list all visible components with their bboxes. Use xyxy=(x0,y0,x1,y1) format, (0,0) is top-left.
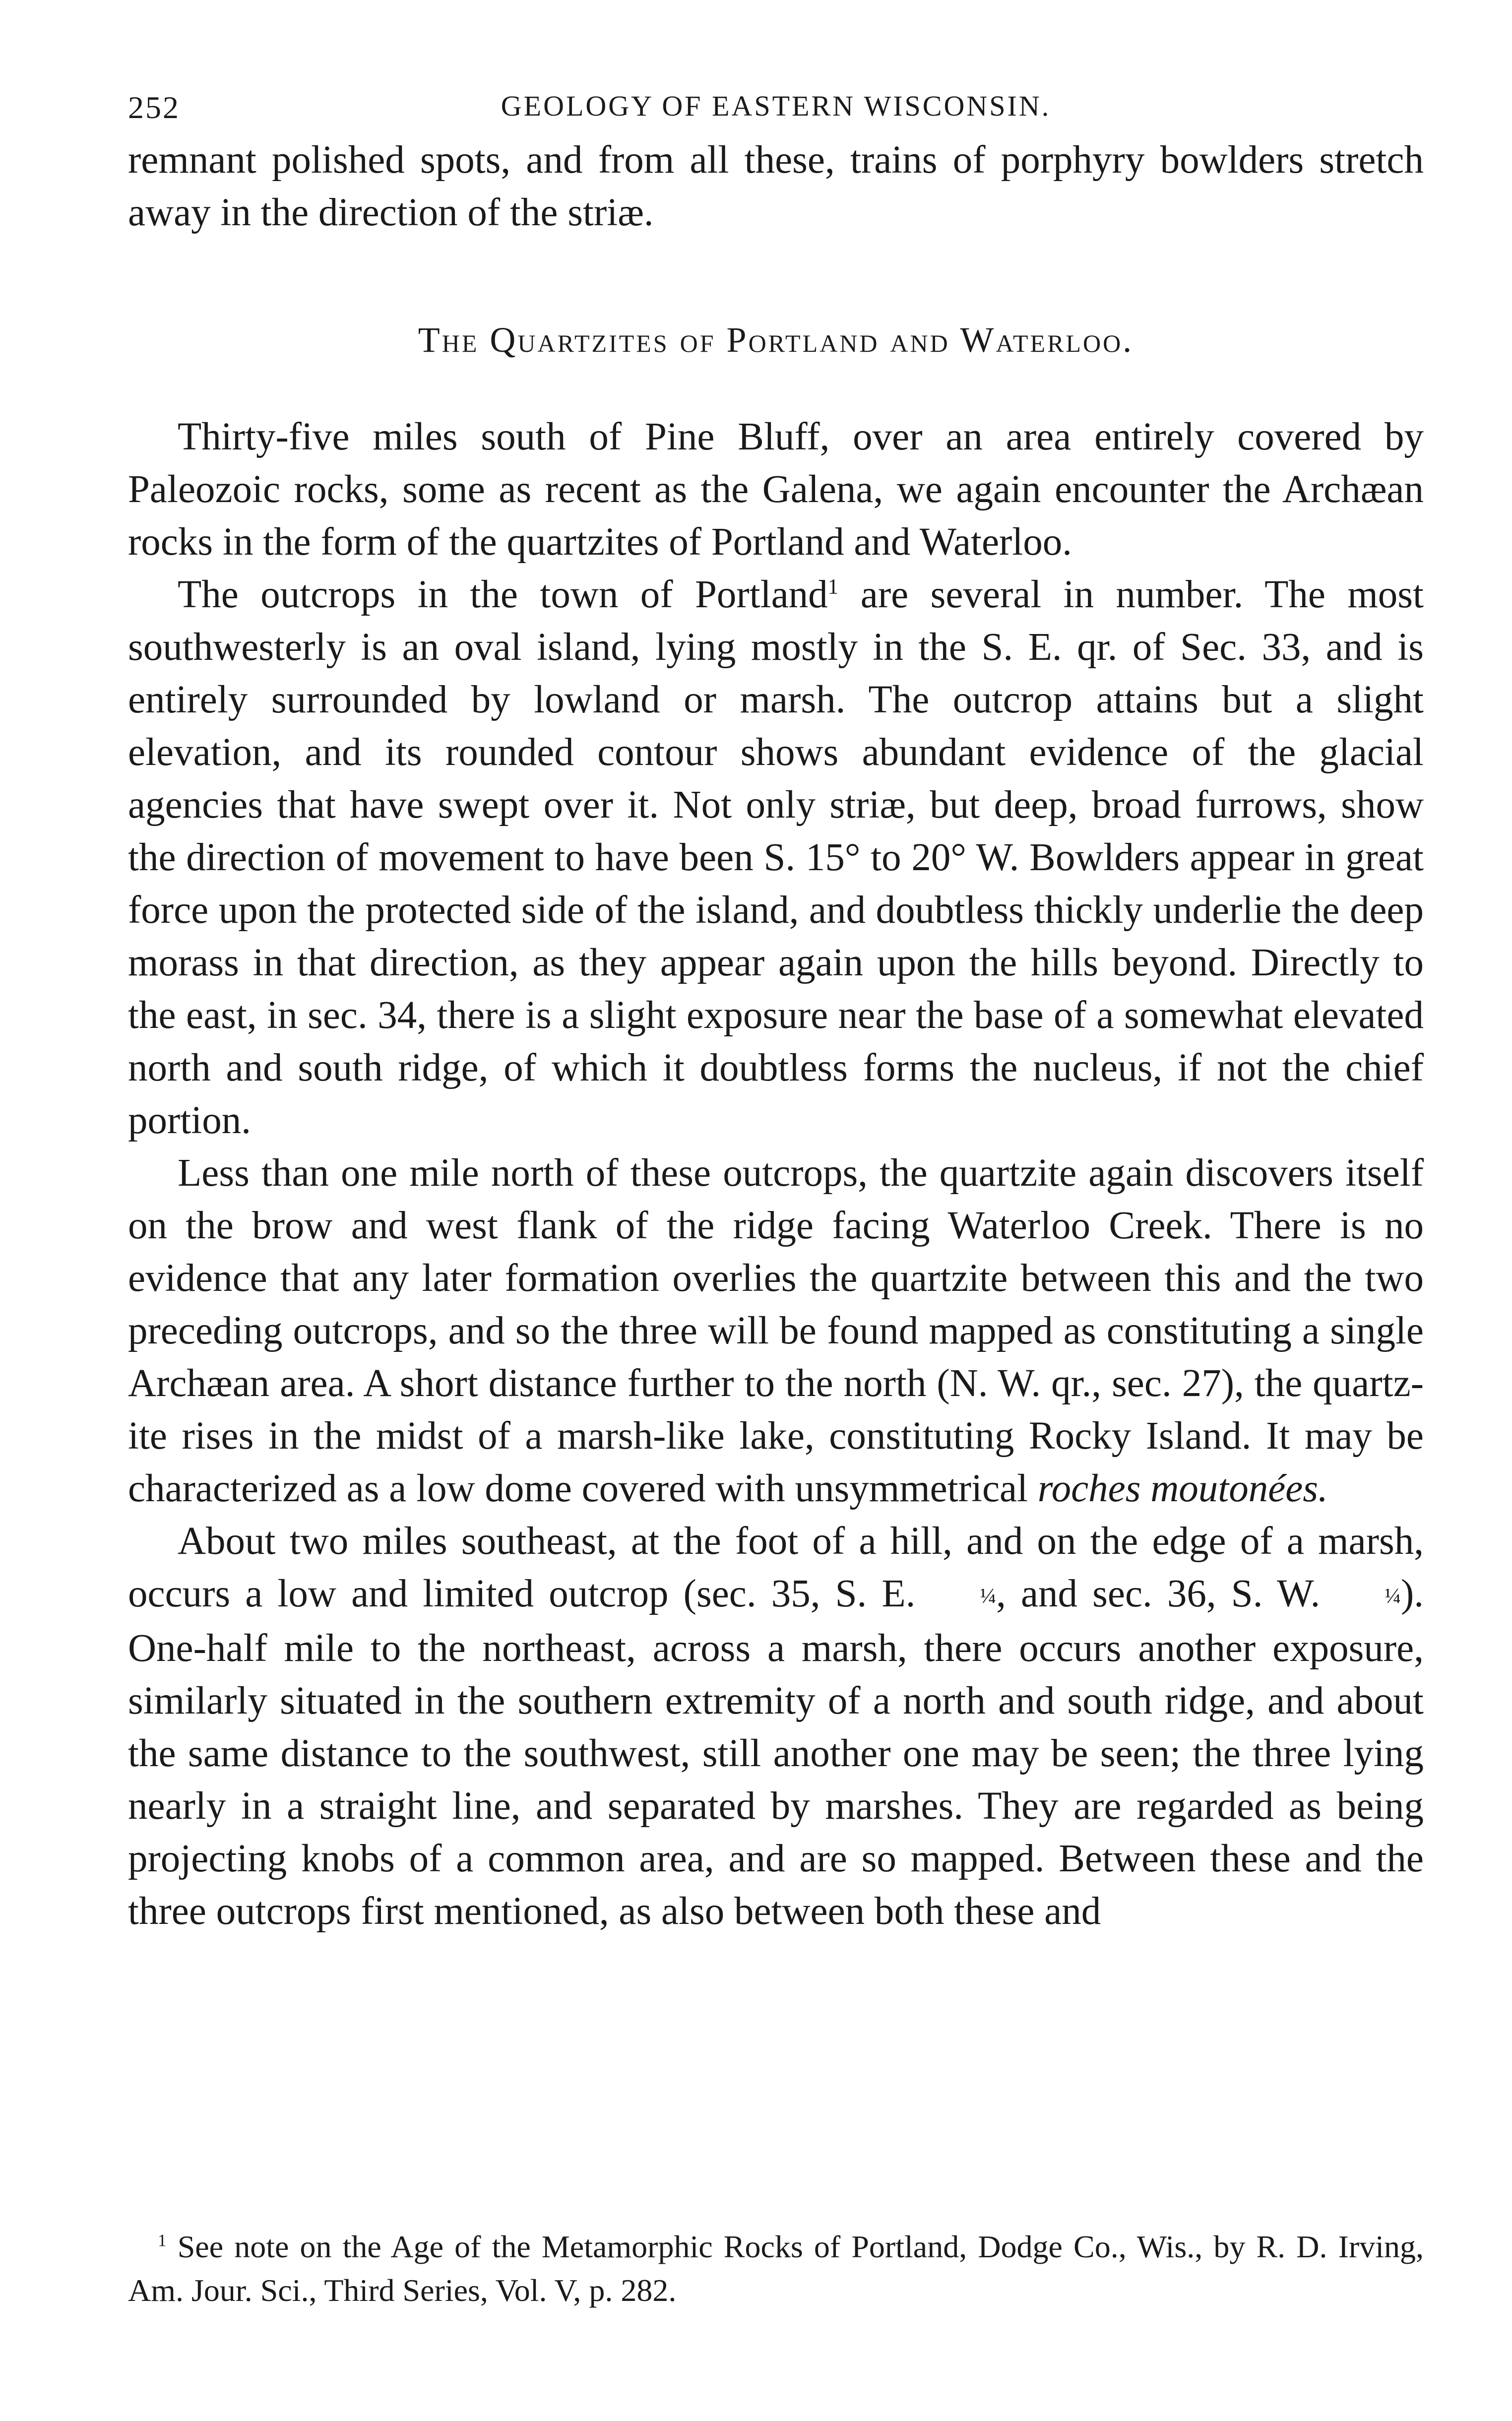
section-title: The Quartzites of Portland and Waterloo. xyxy=(418,320,1134,360)
footnote-text: See note on the Age of the Metamorphic Rocks of Portland, Dodge Co., Wis., by R. D. Irving, Am. Jour. Sci., Third Series, Vol. V, p. 282. xyxy=(128,2229,1424,2308)
running-head xyxy=(128,74,1424,134)
page xyxy=(128,74,1424,1938)
footnote-reference: 1 xyxy=(827,574,839,599)
paragraph-4 xyxy=(128,1515,1424,1938)
fraction-quarter-1: ¼ xyxy=(980,1584,997,1608)
footnote-mark: 1 xyxy=(158,2230,167,2250)
paragraph-2 xyxy=(128,569,1424,1147)
paragraph-4-text-c: ). One-half mile to the northeast, across a marsh, there occurs another exposure, similarly situated in the southern extremity of a north and south ridge, and about the same distance to the southwest, still another one may be seen; the three lying nearly in a straight line, and separated by marshes. They are regarded as being projecting knobs of a common area, and are so mapped. Between these and the three outcrops first mentioned, as also between both these and xyxy=(128,1572,1424,1933)
footnote-paragraph xyxy=(128,2225,1424,2312)
paragraph-3-italic: roches moutonées. xyxy=(1037,1467,1328,1510)
paragraph-2-text-b: are several in number. The most southwesterly is an oval island, lying mostly in the S. E. qr. of Sec. 33, and is entirely surrounded by lowland or marsh. The outcrop attains but a slight elevation, and its rounded contour shows abundant evidence of the glacial agencies that have swept over it. Not only striæ, but deep, broad furrows, show the direction of movement to have been S. 15° to 20° W. Bowlders appear in great force upon the protected side of the island, and doubtless thickly underlie the deep morass in that direction, as they appear again upon the hills beyond. Directly to the east, in sec. 34, there is a slight exposure near the base of a somewhat elevated north and south ridge, of which it doubtless forms the nucleus, if not the chief portion. xyxy=(128,573,1424,1142)
paragraph-4-text-a: About two miles southeast, at the foot of a hill, and on the edge of a marsh, occurs a low and limited outcrop (sec. 35, S. E. xyxy=(128,1520,1424,1615)
paragraph-3 xyxy=(128,1147,1424,1515)
paragraph-3-text: Less than one mile north of these outcrops, the quartzite again discovers itself on the brow and west flank of the ridge facing Waterloo Creek. There is no evidence that any later formation overlies the quartzite between this and the two preceding outcrops, and so the three will be found mapped as constituting a single Archæan area. A short distance further to the north (N. W. qr., sec. 27), the quartzite rises in the midst of a marsh-like lake, constituting Rocky Island. It may be characterized as a low dome covered with unsymmetrical xyxy=(128,1151,1424,1510)
footnote xyxy=(128,2225,1424,2312)
body-text xyxy=(128,134,1424,1938)
paragraph-4-text-b: , and sec. 36, S. W. xyxy=(996,1572,1335,1615)
running-title: GEOLOGY OF EASTERN WISCONSIN. xyxy=(501,90,1051,122)
fraction-quarter-2: ¼ xyxy=(1385,1584,1401,1608)
paragraph-1: Thirty-five miles south of Pine Bluff, over an area entirely covered by Paleozoic rocks, some as recent as the Galena, we again encounter the Archæan rocks in the form of the quartzites of Portland and Waterloo. xyxy=(128,415,1424,564)
page-number: 252 xyxy=(128,90,180,125)
paragraph-continued: remnant polished spots, and from all these, trains of porphyry bowlders stretch away in the direction of the striæ. xyxy=(128,138,1424,234)
paragraph-2-text-a: The outcrops in the town of Portland xyxy=(178,573,828,616)
